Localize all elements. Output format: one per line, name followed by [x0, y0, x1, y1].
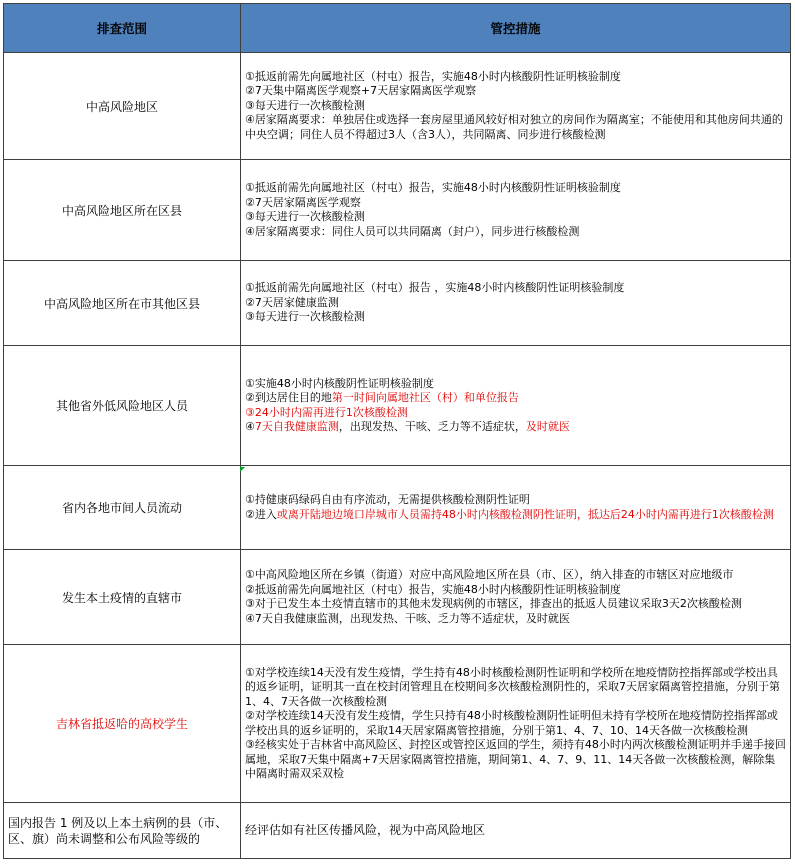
policy-table-wrapper: [3, 3, 790, 859]
table-row: [4, 466, 791, 550]
measure-line: ①实施48小时内核酸阴性证明核验制度: [245, 376, 434, 390]
measure-line: [245, 391, 786, 406]
measure-line: ②7天集中隔离医学观察+7天居家隔离医学观察: [245, 84, 477, 98]
measure-line: ③24小时内需再进行1次核酸检测: [245, 405, 408, 419]
table-header-row: [4, 4, 791, 53]
table-row: [4, 803, 791, 859]
measure-line: ②对学校连续14天没有发生疫情，学生只持有48小时核酸检测阴性证明但未持有学校所在地疫情防控指挥部或学校出具的返乡证明的，采取14天居家隔离管控措施，分别于第1、4、7、10、14天各做一次核酸检测: [245, 709, 778, 737]
measure-line: ③对于已发生本土疫情直辖市的其他未发现病例的市辖区，排查出的抵返人员建议采取3天2次核酸检测: [245, 597, 742, 610]
measure-line: [245, 420, 786, 435]
measure-text: ②进入: [245, 507, 277, 521]
measure-line: ②7天居家隔离医学观察: [245, 195, 361, 209]
measure-line: [245, 508, 786, 523]
measures-cell: [241, 550, 791, 645]
measures-cell: [241, 803, 791, 859]
measure-line: ③每天进行一次核酸检测: [245, 210, 365, 223]
measure-line: ②抵返前需先向属地社区（村屯）报告，实施48小时内核酸阴性证明核验制度: [245, 582, 621, 596]
scope-cell: 中高风险地区所在市其他区县: [4, 261, 241, 346]
measures-cell: [241, 466, 791, 550]
measure-line: ①抵返前需先向属地社区（村屯）报告，实施48小时内核酸阴性证明核验制度: [245, 69, 621, 83]
scope-cell: 中高风险地区所在区县: [4, 160, 241, 261]
measure-line: ③经核实处于吉林省中高风险区、封控区或管控区返回的学生，须持有48小时内两次核酸检测证明并手递手接回属地，采取7天集中隔离+7天居家隔离管控措施，期间第1、4、7、9、11、14天各做一次核酸检测，解除集中隔离时需双采双检: [245, 738, 786, 780]
table-row: [4, 346, 791, 466]
measure-line: ①抵返前需先向属地社区（村屯）报告 ，实施48小时内核酸阴性证明核验制度: [245, 281, 625, 295]
measure-text: ②到达居住目的地: [245, 391, 332, 404]
header-measures: 管控措施: [241, 4, 791, 53]
measure-highlight: 及时就医: [525, 420, 570, 433]
measure-line: ④7天自我健康监测，出现发热、干咳、乏力等不适症状，及时就医: [245, 611, 570, 625]
policy-table: [3, 3, 791, 859]
table-row: [4, 550, 791, 645]
scope-cell: 中高风险地区: [4, 53, 241, 160]
measure-line: 经评估如有社区传播风险，视为中高风险地区: [245, 823, 486, 838]
measure-highlight: 7天自我健康监测: [254, 420, 339, 433]
header-scope: 排查范围: [4, 4, 241, 53]
scope-cell: 发生本土疫情的直辖市: [4, 550, 241, 645]
measure-text: ，出现发热、干咳、乏力等不适症状，: [338, 420, 526, 433]
scope-cell: 吉林省抵返哈的高校学生: [4, 645, 241, 803]
measures-cell: [241, 53, 791, 160]
table-row: [4, 645, 791, 803]
measure-highlight: 第一时间向属地社区（村）和单位报告: [331, 391, 519, 404]
measures-cell: [241, 160, 791, 261]
measure-line: ④居家隔离要求：同住人员可以共同隔离（封户），同步进行核酸检测: [245, 224, 580, 238]
cell-comment-marker: [240, 467, 245, 472]
measures-cell: [241, 645, 791, 803]
measure-line: ①持健康码绿码自由有序流动，无需提供核酸检测阴性证明: [245, 493, 530, 506]
scope-cell: 国内报告 1 例及以上本土病例的县（市、区、旗）尚未调整和公布风险等级的: [4, 803, 241, 859]
measure-line: ④居家隔离要求：单独居住或选择一套房屋里通风较好相对独立的房间作为隔离室；不能使用和其他房间共通的中央空调；同住人员不得超过3人（含3人），共同隔离、同步进行核酸检测: [245, 113, 783, 141]
scope-cell: 省内各地市间人员流动: [4, 466, 241, 550]
table-row: [4, 160, 791, 261]
table-row: [4, 53, 791, 160]
measure-highlight: 或离开陆地边境口岸城市人员需持48小时内核酸检测阴性证明，抵达后24小时内需再进行1次核酸检测: [276, 507, 774, 521]
measures-cell: [241, 261, 791, 346]
measures-cell: [241, 346, 791, 466]
scope-cell: 其他省外低风险地区人员: [4, 346, 241, 466]
measure-line: ③每天进行一次核酸检测: [245, 98, 365, 112]
measure-line: ①抵返前需先向属地社区（村屯）报告，实施48小时内核酸阴性证明核验制度: [245, 181, 621, 194]
measure-line: ②7天居家健康监测: [245, 295, 339, 309]
measure-line: ③每天进行一次核酸检测: [245, 310, 365, 324]
table-row: [4, 261, 791, 346]
measure-line: ①对学校连续14天没有发生疫情，学生持有48小时核酸检测阴性证明和学校所在地疫情防控指挥部或学校出具的返乡证明，证明其一直在校封闭管理且在校期间多次核酸检测阴性的，采取7天居家隔离管控措施，分别于第1、4、7天各做一次核酸检测: [245, 665, 780, 708]
measure-text: ④: [245, 420, 255, 433]
measure-line: ①中高风险地区所在乡镇（街道）对应中高风险地区所在县（市、区），纳入排查的市辖区对应地级市: [245, 568, 734, 581]
